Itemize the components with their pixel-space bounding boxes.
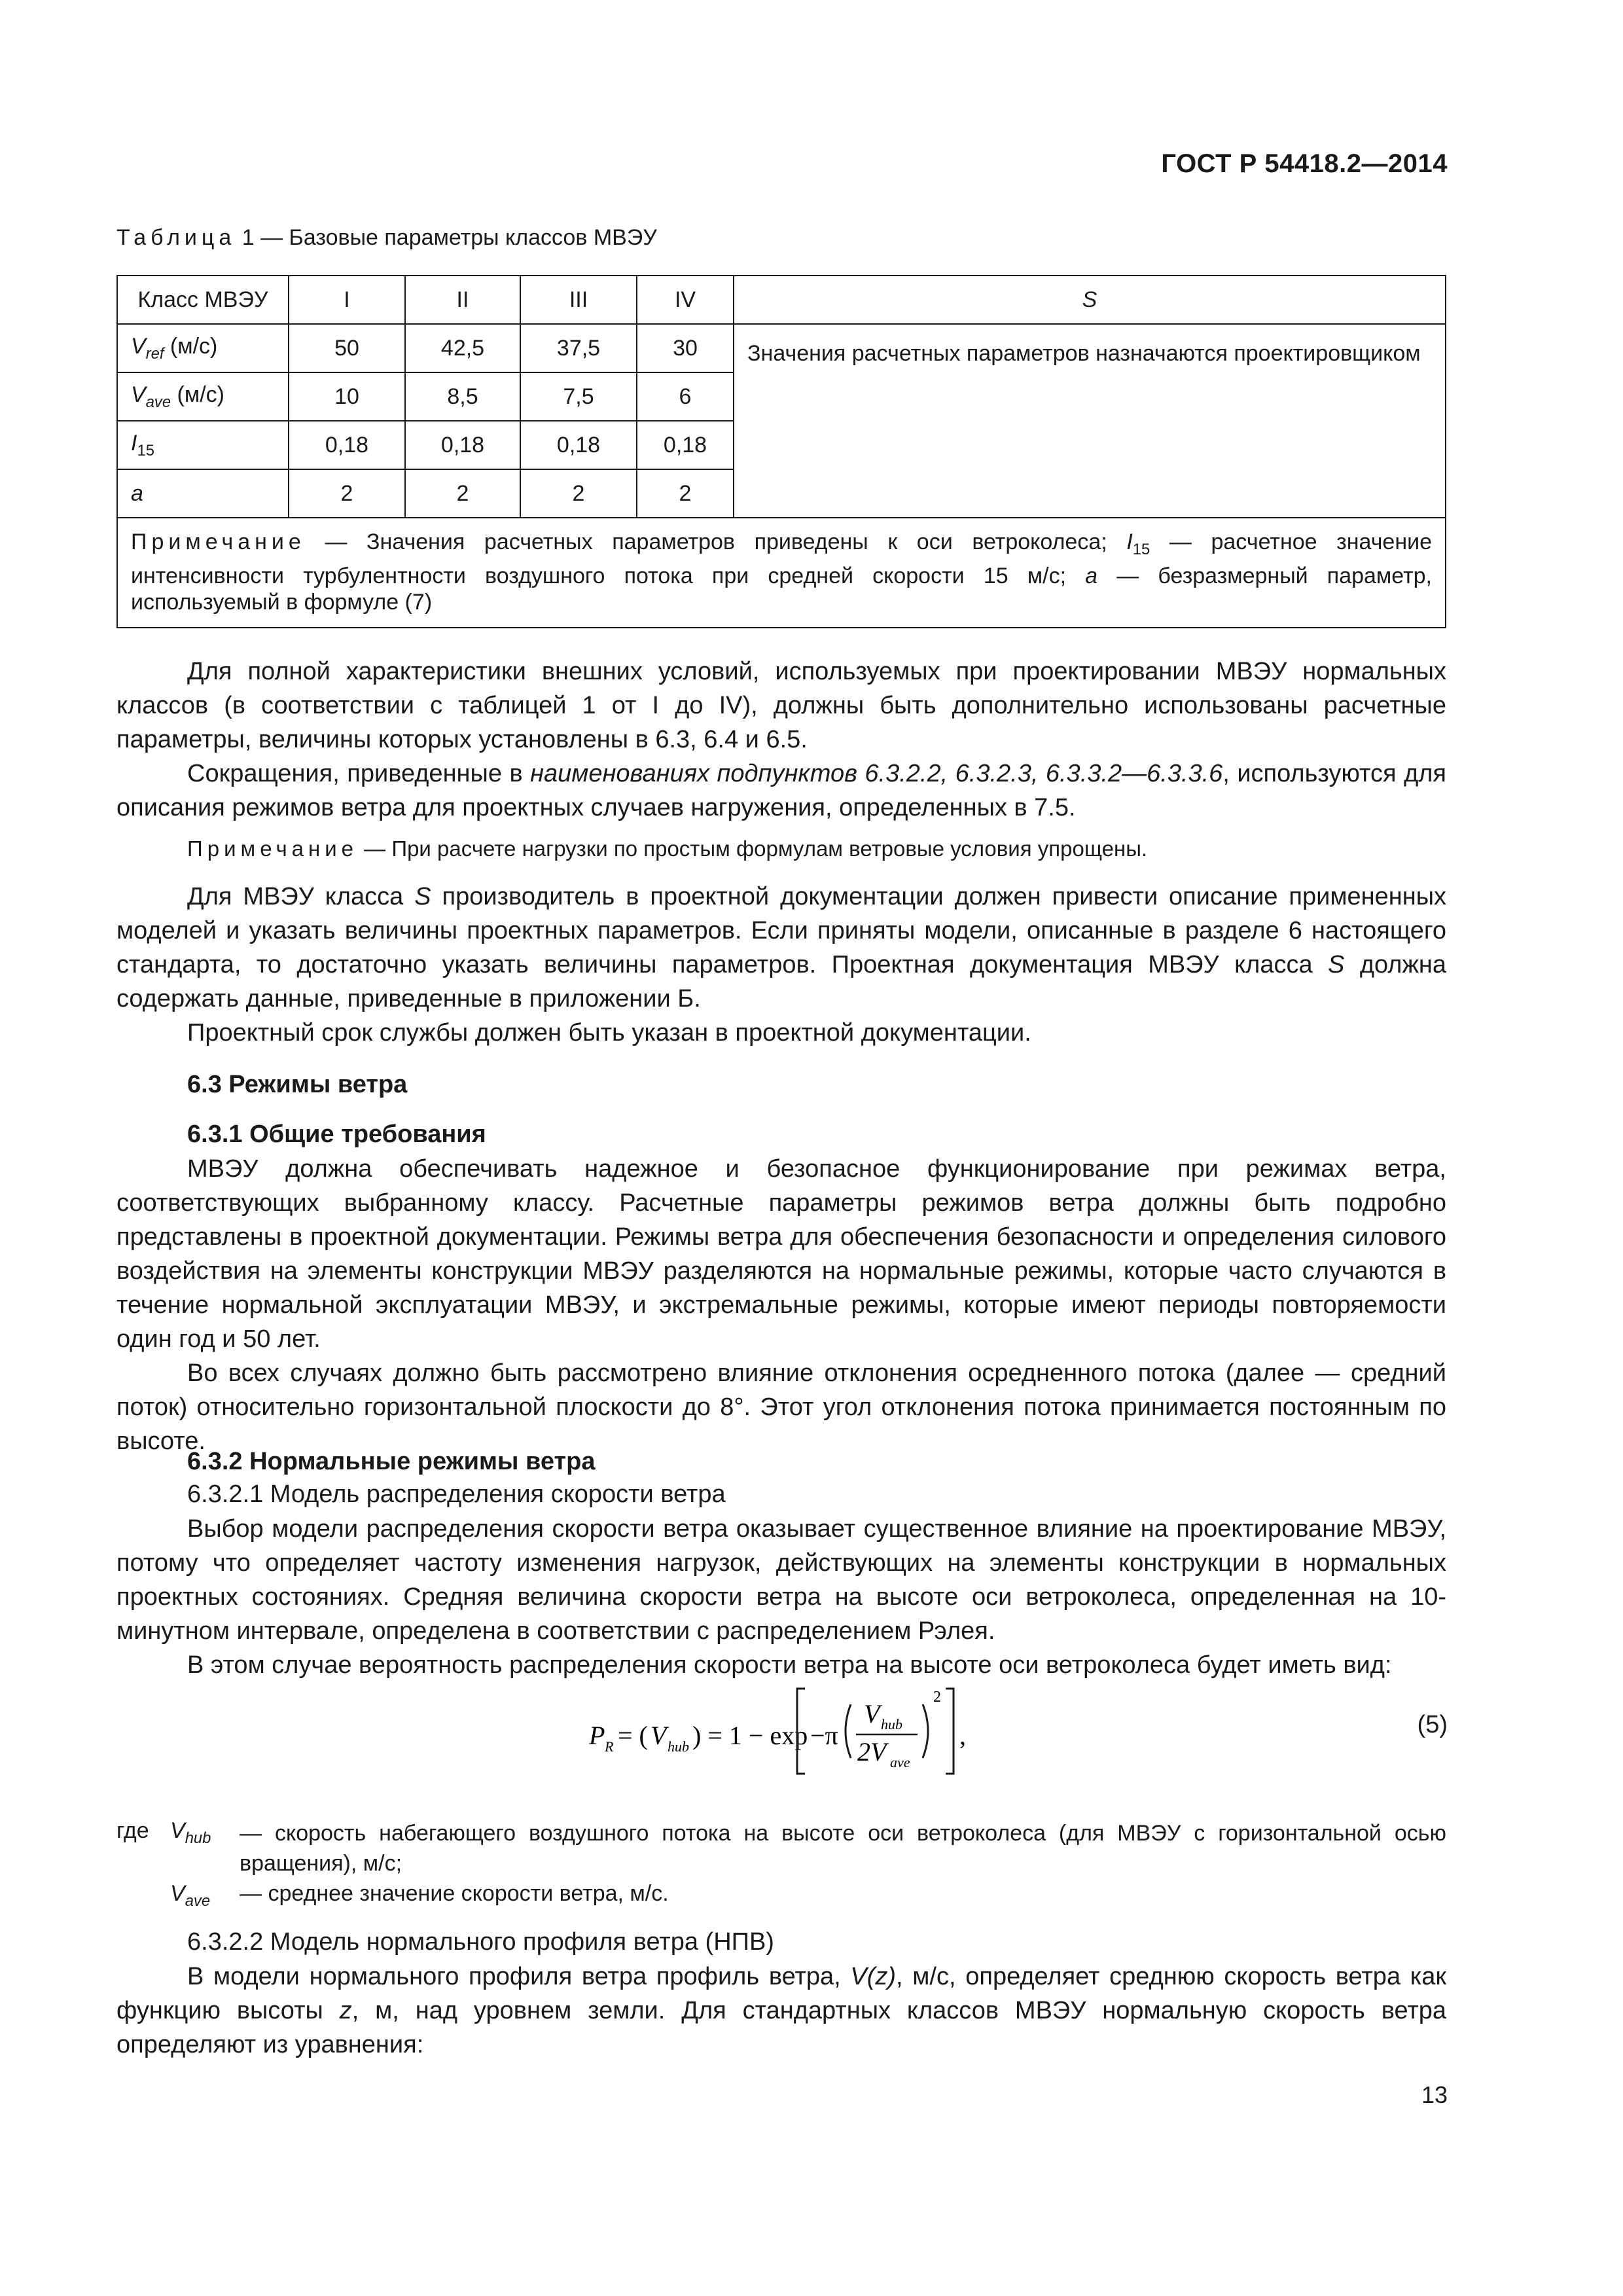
table-cell: 2 bbox=[520, 469, 637, 518]
row-label: $V_{ave}$ (м/с) bbox=[117, 372, 289, 421]
paragraph: Сокращения, приведенные в наименованиях подпунктов 6.3.2.2, 6.3.2.3, 6.3.3.2—6.3.3.6, используются для описания режимов ветра для проектных случаев нагружения, определенных в 7.5. bbox=[116, 760, 1447, 821]
paragraph: Во всех случаях должно быть рассмотрено влияние отклонения осредненного потока (далее — средний поток) относительно горизонтальной плоскости до 8°. Этот угол отклонения потока принимается постоянным по высоте. bbox=[116, 1359, 1446, 1455]
formula-vhub: V bbox=[651, 1721, 667, 1750]
text-block-4 bbox=[116, 1512, 1446, 1682]
header-cell-3: III bbox=[520, 276, 637, 324]
row-label: a bbox=[117, 469, 289, 518]
definition-text: — скорость набегающего воздушного потока на высоте оси ветроколеса (для МВЭУ с горизонтальной осью вращения), м/с; bbox=[240, 1821, 1446, 1876]
formula-eq: = ( bbox=[618, 1721, 648, 1750]
section-heading-6-3: 6.3 Режимы ветра bbox=[187, 1071, 408, 1098]
header-cell-1: I bbox=[289, 276, 405, 324]
table-note: Примечание — Значения расчетных параметров приведены к оси ветроколеса; $I_{15}$ — расчетное значение интенсивности турбулентности воздушного потока при средней скорости 15 м/с; a — безразмерный параметр, используемый в формуле (7) bbox=[117, 518, 1446, 628]
header-cell-class: Класс МВЭУ bbox=[117, 276, 289, 324]
formula-bracket-right bbox=[946, 1689, 954, 1774]
table-cell: 2 bbox=[289, 469, 405, 518]
formula-p: P bbox=[589, 1721, 605, 1750]
class-s-description: Значения расчетных параметров назначаются проектировщиком bbox=[734, 324, 1446, 518]
equation-number: (5) bbox=[1417, 1711, 1448, 1738]
paragraph: Проектный срок службы должен быть указан в проектной документации. bbox=[187, 1019, 1031, 1047]
table-cell: 6 bbox=[637, 372, 734, 421]
paragraph: Выбор модели распределения скорости ветра оказывает существенное влияние на проектирование МВЭУ, потому что определяет частоту изменения нагрузок, действующих на элементы конструкции в нормальных проектных состояниях. Средняя величина скорости ветра на высоте оси ветроколеса, определенная на 10-минутном интервале, определена в соответствии с распределением Рэлея. bbox=[116, 1515, 1446, 1645]
table-note-row bbox=[117, 518, 1446, 628]
table-cell: 2 bbox=[405, 469, 520, 518]
table-cell: 0,18 bbox=[289, 421, 405, 469]
text-block-2 bbox=[116, 880, 1446, 1050]
definition-vhub bbox=[116, 1818, 1446, 1881]
table-header-row bbox=[117, 276, 1446, 324]
text-block-3 bbox=[116, 1152, 1446, 1458]
page-number: 13 bbox=[1421, 2081, 1448, 2108]
table-cell: 2 bbox=[637, 469, 734, 518]
table-cell: 42,5 bbox=[405, 324, 520, 372]
paragraph: В модели нормального профиля ветра профиль ветра, V(z), м/с, определяет среднюю скорость ветра как функцию высоты z, м, над уровнем земли. Для стандартных классов МВЭУ нормальную скорость ветра определяют из уравнения: bbox=[116, 1963, 1446, 2058]
row-label: $V_{ref}$ (м/с) bbox=[117, 324, 289, 372]
where-label: где bbox=[116, 1818, 149, 1843]
paragraph: МВЭУ должна обеспечивать надежное и безопасное функционирование при режимах ветра, соответствующих выбранному классу. Расчетные параметры режимов ветра должны быть подробно представлены в проектной документации. Режимы ветра для обеспечения безопасности и определения силового воздействия на элементы конструкции МВЭУ разделяются на нормальные режимы, которые часто случаются в течение нормальной эксплуатации МВЭУ, и экстремальные режимы, которые имеют периоды повторяемости один год и 50 лет. bbox=[116, 1155, 1446, 1353]
table-cell: 37,5 bbox=[520, 324, 637, 372]
definition-symbol: $V_{ave}$ bbox=[170, 1881, 211, 1910]
paragraph: Для МВЭУ класса S производитель в проектной документации должен привести описание примененных моделей и указать величины проектных параметров. Если приняты модели, описанные в разделе 6 настоящего стандарта, то достаточно указать величины параметров. Проектная документация МВЭУ класса S должна содержать данные, приведенные в приложении Б. bbox=[116, 883, 1447, 1013]
table-row bbox=[117, 324, 1446, 372]
formula-power: 2 bbox=[933, 1689, 941, 1706]
paragraph: В этом случае вероятность распределения скорости ветра на высоте оси ветроколеса будет иметь вид: bbox=[187, 1651, 1392, 1679]
table-cell: 0,18 bbox=[405, 421, 520, 469]
table-cell: 50 bbox=[289, 324, 405, 372]
formula-exp: ) = 1 − exp bbox=[692, 1721, 808, 1750]
formula-num-sub: hub bbox=[881, 1716, 902, 1732]
table-cell: 10 bbox=[289, 372, 405, 421]
paragraph: Для полной характеристики внешних условий, используемых при проектировании МВЭУ нормальных классов (в соответствии с таблицей 1 от I до IV), должны быть дополнительно использованы расчетные параметры, величины которых установлены в 6.3, 6.4 и 6.5. bbox=[116, 658, 1446, 753]
section-heading-6-3-2-2: 6.3.2.2 Модель нормального профиля ветра (НПВ) bbox=[187, 1928, 774, 1956]
text-block-1 bbox=[116, 655, 1446, 825]
table-caption bbox=[116, 225, 657, 251]
header-cell-2: II bbox=[405, 276, 520, 324]
table-cell: 7,5 bbox=[520, 372, 637, 421]
section-heading-6-3-1: 6.3.1 Общие требования bbox=[187, 1121, 486, 1148]
variable-definitions bbox=[116, 1818, 1446, 1919]
table-cell: 0,18 bbox=[637, 421, 734, 469]
table-caption-word: Таблица bbox=[116, 225, 236, 250]
formula-den-sub: ave bbox=[890, 1754, 910, 1770]
header-cell-s: S bbox=[734, 276, 1446, 324]
text-block-5 bbox=[116, 1960, 1446, 2062]
formula-minus-pi: −π bbox=[810, 1721, 838, 1750]
definition-text: — среднее значение скорости ветра, м/с. bbox=[240, 1881, 669, 1906]
table-caption-text: 1 — Базовые параметры классов МВЭУ bbox=[236, 225, 657, 250]
parameters-table bbox=[116, 275, 1446, 628]
definition-vave bbox=[116, 1881, 1446, 1919]
table-cell: 30 bbox=[637, 324, 734, 372]
section-heading-6-3-2-1: 6.3.2.1 Модель распределения скорости ветра bbox=[187, 1480, 726, 1508]
formula-p-sub: R bbox=[605, 1738, 614, 1755]
table-cell: 8,5 bbox=[405, 372, 520, 421]
note-simplified-conditions: Примечание — При расчете нагрузки по простым формулам ветровые условия упрощены. bbox=[187, 836, 1148, 861]
row-label: $I_{15}$ bbox=[117, 421, 289, 469]
formula-den: 2V bbox=[857, 1737, 887, 1767]
section-heading-6-3-2: 6.3.2 Нормальные режимы ветра bbox=[187, 1448, 596, 1475]
formula-rayleigh bbox=[589, 1676, 982, 1787]
header-cell-4: IV bbox=[637, 276, 734, 324]
table-cell: 0,18 bbox=[520, 421, 637, 469]
formula-paren-left bbox=[846, 1704, 851, 1758]
document-code: ГОСТ Р 54418.2—2014 bbox=[1161, 149, 1448, 178]
formula-comma: , bbox=[959, 1721, 966, 1750]
formula-paren-right bbox=[923, 1704, 928, 1758]
definition-symbol: $V_{hub}$ bbox=[170, 1818, 211, 1847]
formula-num-v: V bbox=[864, 1699, 880, 1729]
formula-vhub-sub: hub bbox=[668, 1738, 689, 1755]
